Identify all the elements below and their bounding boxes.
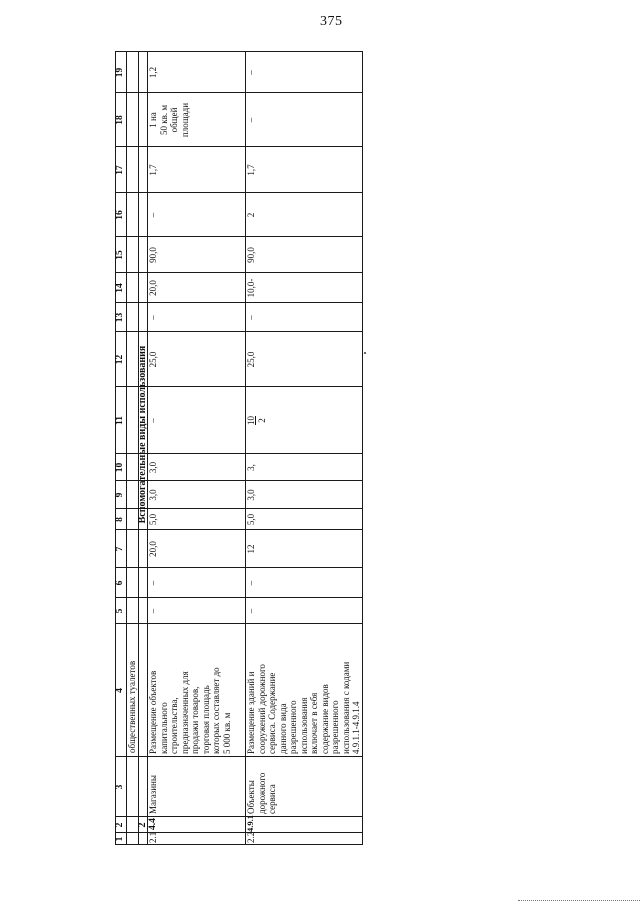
- row2-col16: 2: [246, 212, 256, 218]
- row2-name-line: Объекты: [246, 780, 256, 814]
- row2-desc-line: включает в себя: [309, 692, 320, 754]
- row1-number: 2.1: [148, 831, 158, 843]
- row2-description: [246, 662, 362, 754]
- section-number: 2: [137, 822, 148, 828]
- footer-rule: [518, 900, 640, 901]
- row1-col19: 1,2: [148, 66, 158, 79]
- row1-col15: 90,0: [148, 247, 158, 263]
- row2-col19: –: [246, 70, 256, 75]
- row1-desc-line: торговая площадь: [200, 685, 211, 754]
- row1-desc-line: 5 000 кв. м: [221, 712, 232, 754]
- row1-col6: –: [148, 580, 158, 586]
- row2-col13: –: [246, 315, 256, 320]
- header-col-16: 16: [115, 210, 125, 220]
- section-title: Вспомогательные виды использования: [137, 345, 148, 524]
- row1-desc-line: капитального: [158, 702, 169, 754]
- row1-col18-line: 50 кв. м: [158, 104, 169, 136]
- header-col-10: 10: [115, 462, 125, 473]
- rotated-table: [115, 51, 363, 845]
- row2-col10: 3,: [246, 464, 256, 471]
- header-col-2: 2: [115, 822, 125, 828]
- row2-desc-line: сооружений дорожного: [256, 664, 267, 754]
- rule-left: [115, 844, 363, 845]
- row1-col10: 3,0: [148, 461, 158, 474]
- row2-col11: [246, 387, 267, 454]
- row2-desc-line: разрешенного: [288, 700, 299, 754]
- row1-desc-line: продажи товаров,: [190, 686, 201, 754]
- row1-desc-line: Размещение объектов: [148, 670, 158, 754]
- row2-desc-line: использования: [298, 697, 309, 754]
- row2-col8: 5,0: [246, 513, 256, 526]
- row2-desc-line: сервиса. Содержание: [267, 672, 278, 754]
- header-col-8: 8: [115, 517, 125, 522]
- header-col-12: 12: [115, 354, 125, 365]
- row1-col17: 1,7: [148, 164, 158, 176]
- rule-bottom: [362, 51, 363, 845]
- row2-name: [246, 773, 278, 814]
- row1-description: [148, 667, 232, 754]
- row2-col17: 1,7: [246, 164, 256, 176]
- row1-col18-line: общей: [169, 107, 180, 133]
- row1-col18: [148, 93, 190, 147]
- col-sep-2: [115, 816, 363, 817]
- row2-desc-line: содержание видов: [319, 684, 330, 754]
- row1-col13: –: [148, 315, 158, 320]
- row2-col14: 10,0-: [246, 278, 256, 298]
- row2-desc-line: данного вида: [277, 703, 288, 754]
- row2-desc-line: использования с кодами: [340, 661, 351, 754]
- header-col-14: 14: [115, 283, 125, 293]
- row1-col12: 25,0: [148, 351, 158, 368]
- row1-desc-line: которых составляет до: [211, 667, 222, 754]
- row1-col8: 5,0: [148, 513, 158, 526]
- row2-col11-denominator: 2: [256, 418, 267, 423]
- col-sep-3: [115, 756, 363, 757]
- row2-col6: –: [246, 580, 256, 586]
- header-col-9: 9: [115, 492, 125, 498]
- page-number: 375: [320, 14, 343, 29]
- row1-col7: 20,0: [148, 541, 158, 557]
- row1-col16: –: [148, 212, 158, 218]
- row2-col18: –: [246, 117, 256, 123]
- row1-col18-line: 1 на: [148, 112, 158, 128]
- row2-col9: 3,0: [246, 489, 256, 501]
- row1-desc-line: предназначенных для: [179, 671, 190, 754]
- row2-desc-line: разрешенного: [330, 700, 341, 754]
- row1-col5: –: [148, 608, 158, 614]
- row2-col11-numerator: 10: [246, 416, 256, 425]
- row2-col15: 90,0: [246, 247, 256, 263]
- row1-name: Магазины: [148, 775, 158, 814]
- header-col-17: 17: [115, 165, 125, 175]
- row1-desc-line: строительства,: [169, 697, 180, 754]
- header-col-18: 18: [115, 115, 125, 125]
- row2-name-line: сервиса: [267, 784, 278, 814]
- stray-dot: [364, 352, 366, 354]
- header-col-19: 19: [115, 67, 125, 78]
- header-col-3: 3: [115, 784, 125, 790]
- header-col-1: 1: [115, 836, 125, 842]
- row1-col14: 20,0: [148, 280, 158, 296]
- continued-cell-text: общественных туалетов: [127, 660, 137, 753]
- header-col-15: 15: [115, 250, 125, 260]
- row2-desc-line: 4.9.1.1-4.9.1.4: [351, 701, 362, 754]
- row2-code: 4.9.1: [245, 815, 255, 832]
- row2-col5: –: [246, 608, 256, 614]
- header-col-7: 7: [115, 546, 125, 552]
- row1-col11: –: [148, 418, 158, 423]
- row2-desc-line: Размещение зданий и: [246, 671, 256, 754]
- row1-col9: 3,0: [148, 489, 158, 501]
- row1-col18-line: площади: [179, 102, 190, 138]
- header-col-5: 5: [115, 608, 125, 614]
- row2-number: 2.2: [246, 831, 256, 843]
- row2-col7: 12: [246, 544, 256, 554]
- header-col-4: 4: [115, 688, 125, 693]
- row1-code: 4.4: [148, 818, 158, 830]
- header-col-13: 13: [115, 312, 125, 323]
- header-col-6: 6: [115, 580, 125, 586]
- row2-name-line: дорожного: [256, 772, 267, 814]
- header-col-11: 11: [115, 416, 125, 425]
- row2-col12: 25,0: [246, 351, 256, 368]
